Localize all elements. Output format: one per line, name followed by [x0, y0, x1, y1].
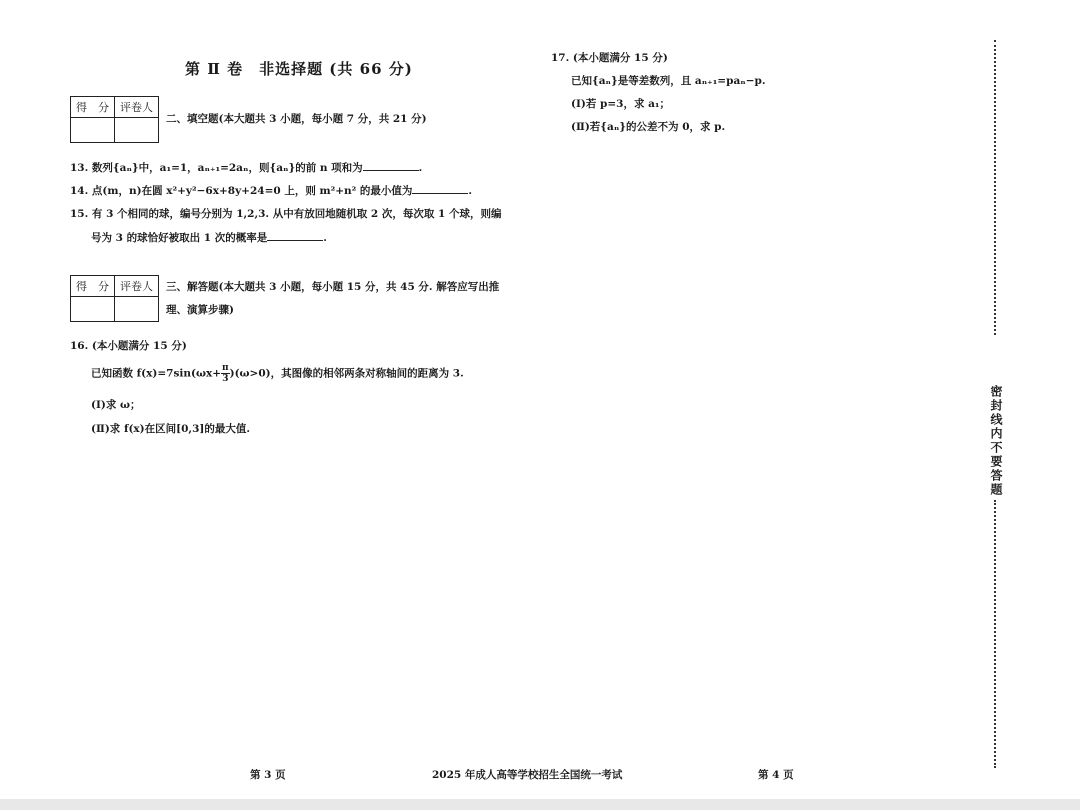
score-label: 得 分: [71, 97, 115, 118]
dotted-line-bottom: [994, 500, 996, 768]
q16-stem-after: )(ω>0)，其图像的相邻两条对称轴间的距离为 3.: [229, 367, 464, 380]
sealing-line-text: 密封线内不要答题: [989, 385, 1003, 497]
question-17-header: 17. (本小题满分 15 分): [551, 52, 668, 64]
section3-heading-line2: 理、演算步骤): [166, 304, 234, 316]
dotted-line-top: [994, 40, 996, 335]
scan-bottom-edge: [0, 799, 1080, 810]
page-number-left: 第 3 页: [250, 769, 286, 781]
question-14: 14. 点(m，n)在圆 x²+y²−6x+8y+24=0 上，则 m²+n² 的最小值为 .: [70, 185, 473, 197]
part-title: 第 Ⅱ 卷 非选择题 (共 66 分): [185, 60, 413, 78]
grader-label: 评卷人: [115, 97, 159, 118]
question-13: 13. 数列{aₙ}中，a₁=1，aₙ₊₁=2aₙ，则{aₙ}的前 n 项和为 .: [70, 162, 423, 174]
answer-blank: [363, 160, 419, 171]
section2-heading: 二、填空题(本大题共 3 小题，每小题 7 分，共 21 分): [166, 113, 427, 125]
page-number-right: 第 4 页: [758, 769, 794, 781]
question-16-header: 16. (本小题满分 15 分): [70, 340, 187, 352]
question-16-part2: (Ⅱ)求 f(x)在区间[0,3]的最大值.: [91, 423, 251, 435]
question-17-part1: (Ⅰ)若 p=3，求 a₁；: [571, 98, 671, 110]
score-label: 得 分: [71, 276, 115, 297]
score-cell: [71, 118, 115, 143]
question-15-line2: 号为 3 的球恰好被取出 1 次的概率是 .: [91, 232, 327, 244]
answer-blank: [267, 230, 323, 241]
sealing-line: [983, 40, 1007, 770]
question-16-stem: [91, 363, 464, 384]
grader-label: 评卷人: [115, 276, 159, 297]
grader-cell: [115, 297, 159, 322]
question-17-part2: (Ⅱ)若{aₙ}的公差不为 0，求 p.: [571, 121, 726, 133]
score-box-section3: [70, 275, 159, 322]
q16-stem-before: 已知函数 f(x)=7sin(ωx+: [91, 367, 222, 380]
question-14-text: 14. 点(m，n)在圆 x²+y²−6x+8y+24=0 上，则 m²+n² 的最小值为: [70, 185, 413, 197]
question-13-text: 13. 数列{aₙ}中，a₁=1，aₙ₊₁=2aₙ，则{aₙ}的前 n 项和为: [70, 162, 363, 174]
fraction-denominator: 3: [222, 374, 229, 384]
score-cell: [71, 297, 115, 322]
score-box-section2: [70, 96, 159, 143]
pi-over-3-fraction: [221, 363, 230, 384]
answer-blank: [412, 183, 468, 194]
question-15-line1: 15. 有 3 个相同的球，编号分别为 1,2,3. 从中有放回地随机取 2 次，每次取 1 个球，则编: [70, 208, 502, 220]
exam-name-footer: 2025 年成人高等学校招生全国统一考试: [432, 769, 623, 781]
question-17-stem: 已知{aₙ}是等差数列，且 aₙ₊₁=paₙ−p.: [571, 75, 766, 87]
question-15-text: 号为 3 的球恰好被取出 1 次的概率是: [91, 232, 268, 244]
question-16-part1: (Ⅰ)求 ω；: [91, 399, 141, 411]
grader-cell: [115, 118, 159, 143]
section3-heading-line1: 三、解答题(本大题共 3 小题，每小题 15 分，共 45 分. 解答应写出推: [166, 281, 500, 293]
fraction-numerator: π: [222, 363, 229, 373]
